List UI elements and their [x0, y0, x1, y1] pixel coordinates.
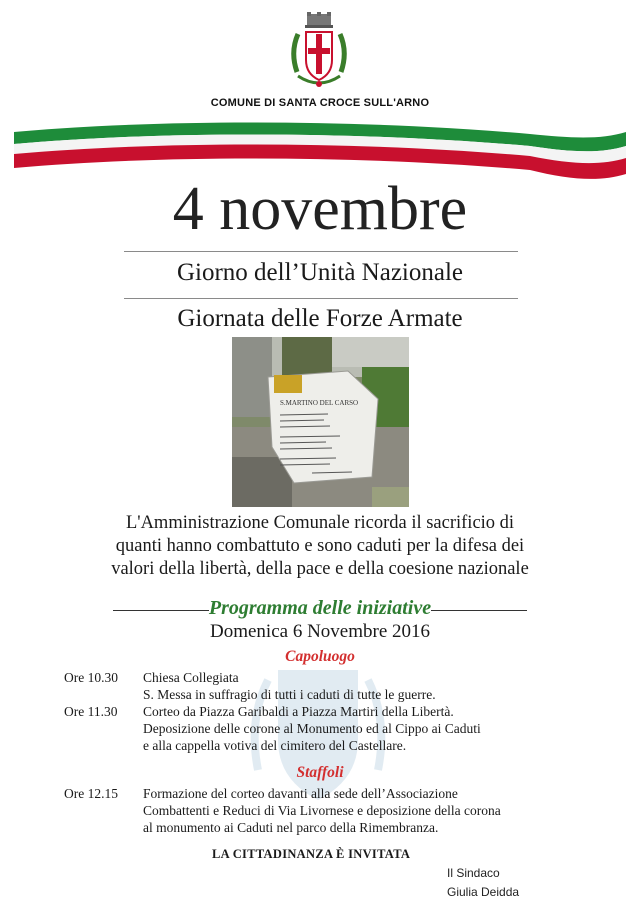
intro-line: quanti hanno combattuto e sono caduti per la difesa dei — [115, 536, 525, 556]
intro-line: valori della libertà, della pace e della coesione nazionale — [111, 559, 529, 579]
event-line: Combattenti e Reduci di Via Livornese e deposizione della corona — [143, 803, 501, 818]
event-line: Chiesa Collegiata — [143, 670, 239, 685]
war-memorial-stone-photo — [232, 337, 409, 507]
page-title: 4 novembre — [172, 175, 468, 243]
underline-right — [431, 610, 527, 611]
event-line: Corteo da Piazza Garibaldi a Piazza Martiri della Libertà. — [143, 704, 454, 719]
event-time: Ore 11.30 — [64, 704, 118, 719]
signature-role: Il Sindaco — [447, 866, 500, 880]
subtitle-2: Giornata delle Forze Armate — [177, 305, 463, 332]
event-description — [143, 785, 603, 836]
underline-left — [113, 610, 209, 611]
program-title: Programma delle iniziative — [208, 597, 432, 619]
signature-name: Giulia Deidda — [447, 885, 520, 899]
event-description — [143, 669, 603, 703]
subtitle-1: Giorno dell’Unità Nazionale — [176, 259, 463, 286]
event-line: S. Messa in suffragio di tutti i caduti di tutte le guerre. — [143, 687, 436, 702]
divider — [124, 251, 518, 252]
comune-name: COMUNE DI SANTA CROCE SULL'ARNO — [210, 97, 430, 109]
section-place-capoluogo: Capoluogo — [285, 648, 355, 665]
event-description — [143, 703, 603, 754]
program-heading — [78, 596, 562, 620]
intro-text — [60, 512, 580, 581]
program-date: Domenica 6 Novembre 2016 — [209, 621, 431, 642]
section-place-staffoli: Staffoli — [296, 764, 344, 781]
event-line: al monumento ai Caduti nel parco della Rimembranza. — [143, 820, 439, 835]
comune-crest-icon — [288, 12, 350, 98]
event-line: Deposizione delle corone al Monumento ed al Cippo ai Caduti — [143, 721, 481, 736]
signature-block — [447, 864, 519, 902]
event-line: e alla cappella votiva del cimitero del Castellare. — [143, 738, 407, 753]
intro-line: L'Amministrazione Comunale ricorda il sacrificio di — [125, 513, 515, 533]
event-time: Ore 10.30 — [64, 670, 118, 685]
event-line: Formazione del corteo davanti alla sede dell’Associazione — [143, 786, 458, 801]
memorial-engraving-title: S.MARTINO DEL CARSO — [280, 399, 359, 407]
divider — [124, 298, 518, 299]
invitation-text: LA CITTADINANZA È INVITATA — [212, 847, 411, 861]
event-time: Ore 12.15 — [64, 786, 118, 801]
